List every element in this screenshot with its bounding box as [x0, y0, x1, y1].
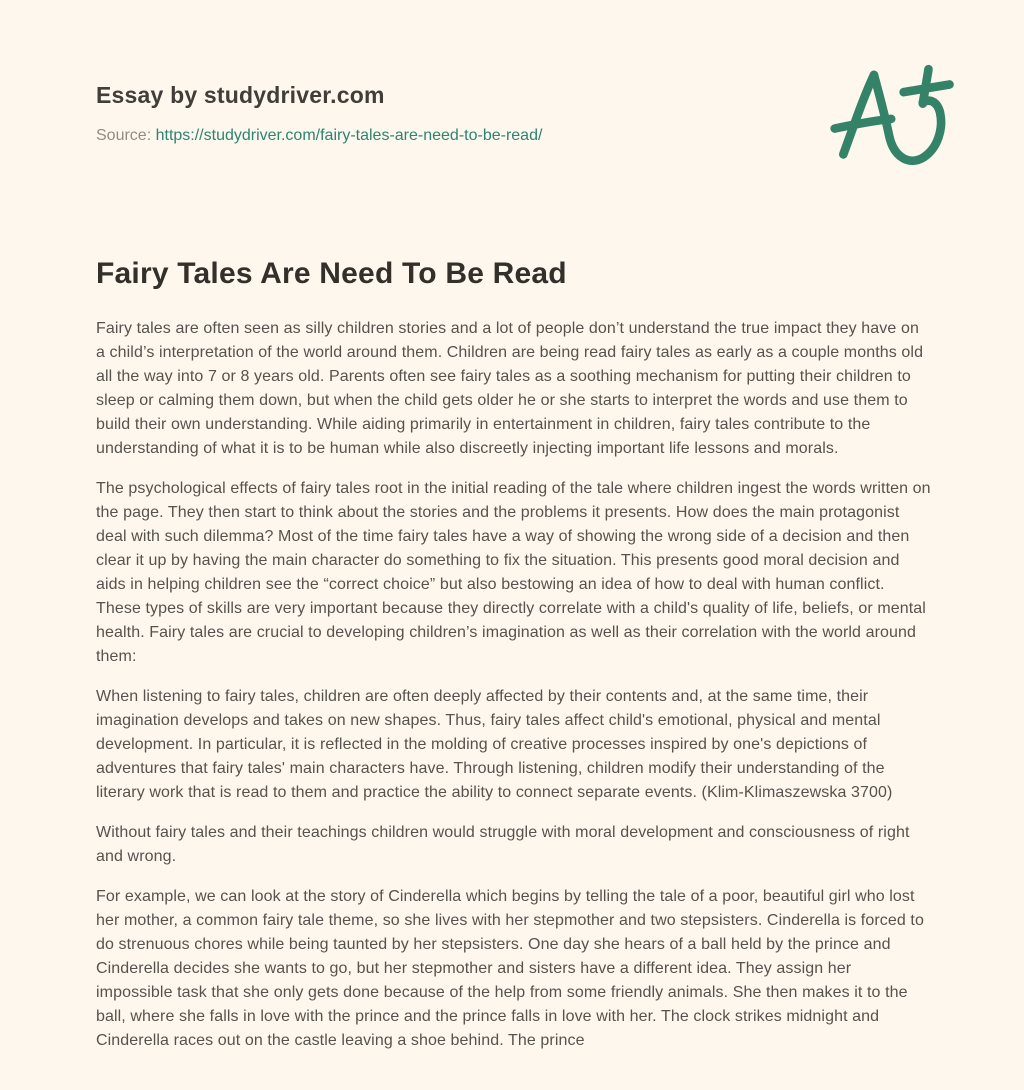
essay-paragraph-1: Fairy tales are often seen as silly children stories and a lot of people don’t understand the true impact they have on a child’s interpretation of the world around them. Children are being read fairy tales as early as a couple months old all the way into 7 or 8 years old. Parents often see fairy tales as a soothing mechanism for putting their children to sleep or calming them down, but when the child gets older he or she starts to interpret the words and use them to build their own understanding. While aiding primarily in entertainment in children, fairy tales contribute to the understanding of what it is to be human while also discreetly injecting important life lessons and morals. [96, 320, 924, 457]
essay-body [96, 317, 932, 1053]
essay-paragraph-4: Without fairy tales and their teachings children would struggle with moral development and consciousness of right and wrong. [96, 824, 910, 865]
source-label: Source: [96, 127, 152, 144]
source-line [96, 127, 932, 145]
essay-paragraph-5: For example, we can look at the story of Cinderella which begins by telling the tale of a poor, beautiful girl who lost her mother, a common fairy tale theme, so she lives with her stepmother and two stepsisters. Cinderella is forced to do strenuous chores while being taunted by her stepsisters. One day she hears of a ball held by the prince and Cinderella decides she wants to go, but her stepmother and sisters have a different idea. They assign her impossible task that she only gets done because of the help from some friendly animals. She then makes it to the ball, where she falls in love with the prince and the prince falls in love with her. The clock strikes midnight and Cinderella races out on the castle leaving a shoe behind. The prince [96, 888, 924, 1049]
a-plus-logo-icon [828, 64, 962, 172]
essay-paragraph-3-quote: When listening to fairy tales, children are often deeply affected by their contents and, at the same time, their imagination develops and takes on new shapes. Thus, fairy tales affect child's emotional, physical and mental development. In particular, it is reflected in the molding of creative processes inspired by one's depictions of adventures that fairy tales' main characters have. Through listening, children modify their understanding of the literary work that is read to them and practice the ability to connect separate events. (Klim-Klimaszewska 3700) [96, 688, 893, 801]
essay-paragraph-2: The psychological effects of fairy tales root in the initial reading of the tale where children ingest the words written on the page. They then start to think about the stories and the problems it presents. How does the main protagonist deal with such dilemma? Most of the time fairy tales have a way of showing the wrong side of a decision and then clear it up by having the main character do something to fix the situation. This presents good moral decision and aids in helping children see the “correct choice” but also bestowing an idea of how to deal with human conflict. These types of skills are very important because they directly correlate with a child's quality of life, beliefs, or mental health. Fairy tales are crucial to developing children’s imagination as well as their correlation with the world around them: [96, 480, 931, 665]
byline-heading: Essay by studydriver.com [96, 82, 385, 108]
source-url-link[interactable]: https://studydriver.com/fairy-tales-are-need-to-be-read/ [155, 127, 543, 144]
essay-title: Fairy Tales Are Need To Be Read [96, 257, 567, 290]
page-header [96, 82, 932, 145]
